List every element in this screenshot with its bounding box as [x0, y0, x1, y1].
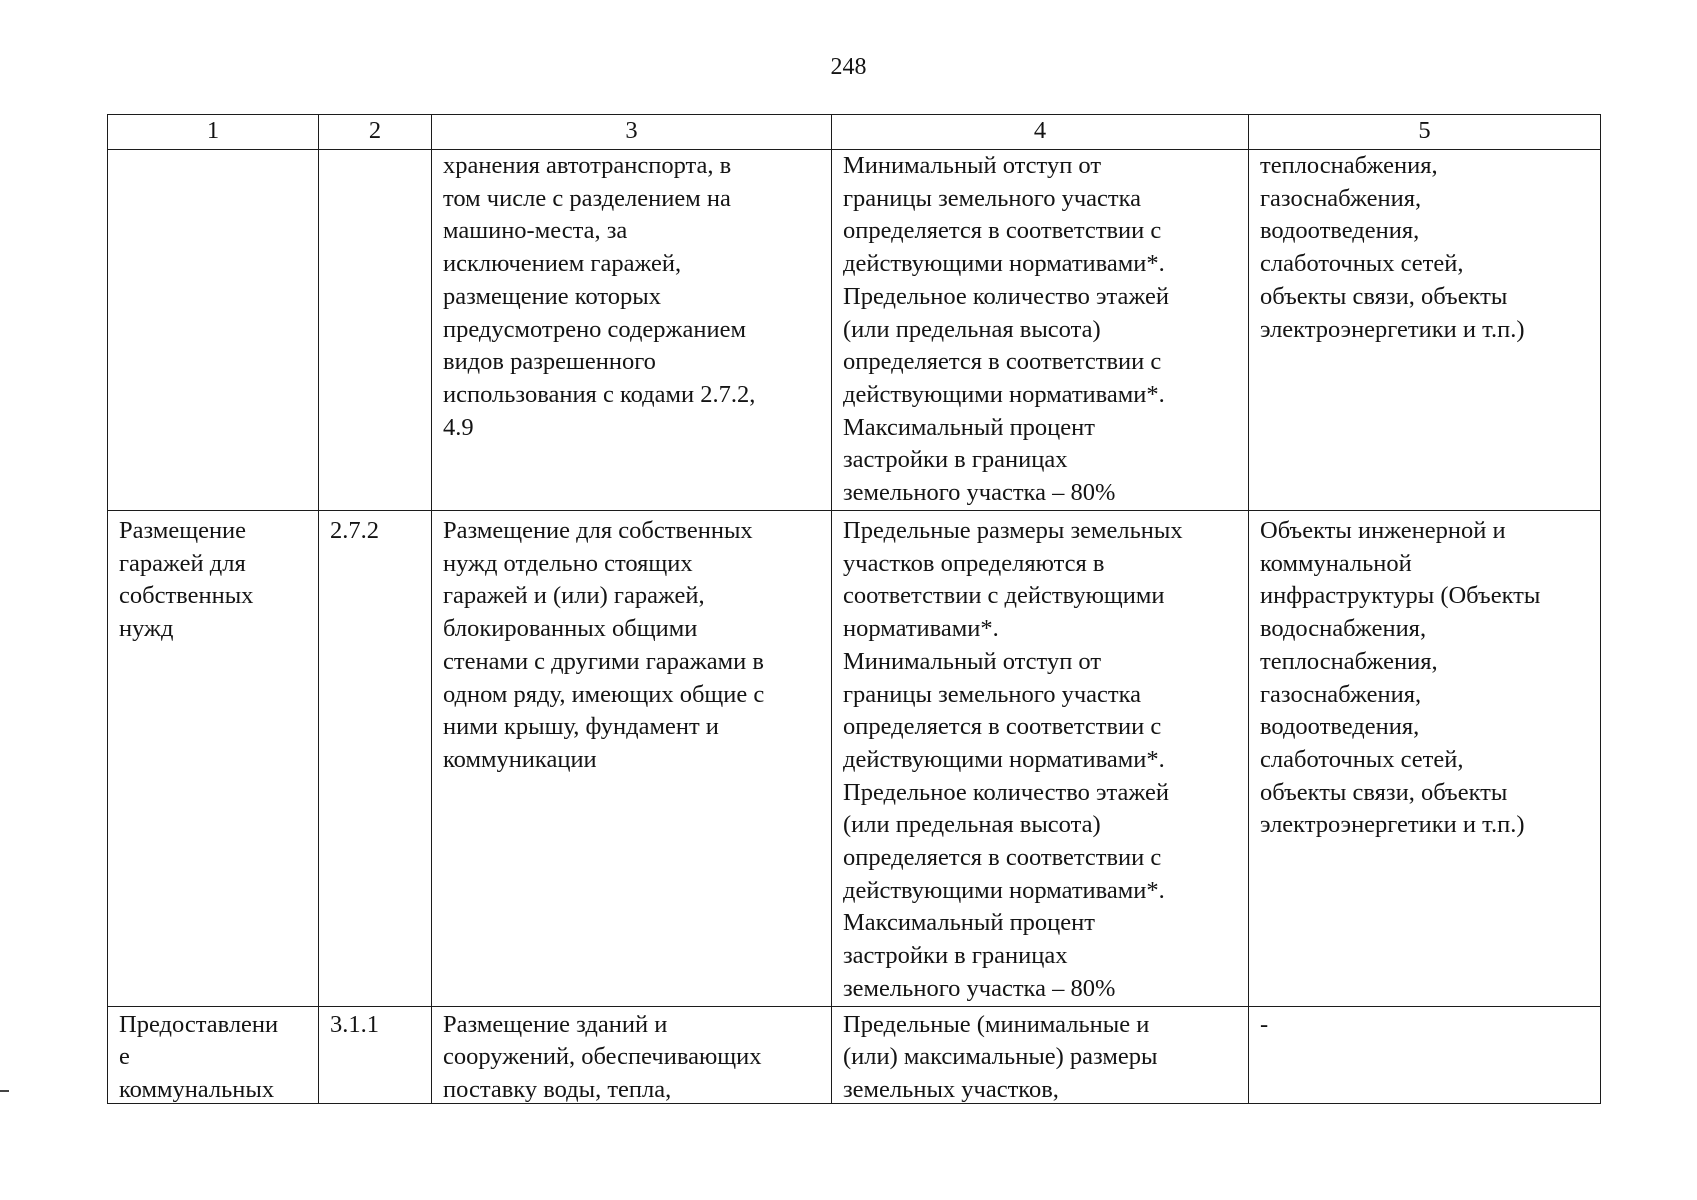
- column-header-3: 3: [432, 115, 832, 150]
- auxiliary-text: теплоснабжения, газоснабжения, водоотведения, слаботочных сетей, объекты связи, объекты электроэнергетики и т.п.): [1260, 152, 1525, 343]
- cell-use-description: [432, 1006, 832, 1103]
- cell-use-description: [432, 150, 832, 511]
- cell-parameters: [832, 150, 1249, 511]
- use-code-text: 3.1.1: [330, 1010, 379, 1038]
- auxiliary-text: -: [1260, 1010, 1269, 1038]
- column-header-4: 4: [832, 115, 1249, 150]
- table-header-row: [108, 115, 1601, 150]
- cell-auxiliary: [1249, 150, 1601, 511]
- column-header-5: 5: [1249, 115, 1601, 150]
- parameters-text: Предельные (минимальные и (или) максимальные) размеры земельных участков,: [843, 1010, 1158, 1103]
- land-use-table: [107, 114, 1601, 1104]
- cell-use-code: [319, 150, 432, 511]
- cell-use-description: [432, 511, 832, 1007]
- cell-auxiliary: [1249, 511, 1601, 1007]
- margin-mark: [0, 1090, 9, 1092]
- use-description-text: Размещение зданий и сооружений, обеспечивающих поставку воды, тепла,: [443, 1010, 762, 1103]
- use-name-text: Предоставлени е коммунальных: [119, 1010, 279, 1103]
- table-row: [108, 150, 1601, 511]
- table-row: [108, 511, 1601, 1007]
- column-header-1: 1: [108, 115, 319, 150]
- use-description-text: Размещение для собственных нужд отдельно стоящих гаражей и (или) гаражей, блокированных общими стенами с другими гаражами в одном ряду, имеющих общие с ними крышу, фундамент и коммуникации: [443, 517, 765, 773]
- page-number: 248: [830, 54, 867, 80]
- auxiliary-text: Объекты инженерной и коммунальной инфраструктуры (Объекты водоснабжения, теплоснабжения, газоснабжения, водоотведения, слаботочных сетей, объекты связи, объекты электроэнергетики и т.п.): [1260, 517, 1541, 839]
- column-header-2: 2: [319, 115, 432, 150]
- cell-auxiliary: [1249, 1006, 1601, 1103]
- cell-use-name: [108, 150, 319, 511]
- parameters-text: Предельные размеры земельных участков определяются в соответствии с действующими нормативами*. Минимальный отступ от границы земельного участка определяется в соответствии с действующими нормативами*. Предельное количество этажей (или предельная высота) определяется в соответствии с действующими нормативами*. Максимальный процент застройки в границах земельного участка – 80%: [843, 517, 1183, 1002]
- cell-parameters: [832, 511, 1249, 1007]
- parameters-text: Минимальный отступ от границы земельного участка определяется в соответствии с действующими нормативами*. Предельное количество этажей (или предельная высота) определяется в соответствии с действующими нормативами*. Максимальный процент застройки в границах земельного участка – 80%: [843, 152, 1169, 507]
- use-code-text: 2.7.2: [330, 517, 379, 544]
- cell-use-code: [319, 1006, 432, 1103]
- cell-parameters: [832, 1006, 1249, 1103]
- cell-use-name: [108, 511, 319, 1007]
- cell-use-name: [108, 1006, 319, 1103]
- cell-use-code: [319, 511, 432, 1007]
- table-row: [108, 1006, 1601, 1103]
- use-description-text: хранения автотранспорта, в том числе с разделением на машино-места, за исключением гаражей, размещение которых предусмотрено содержанием видов разрешенного использования с кодами 2.7.2, 4.9: [443, 152, 756, 441]
- use-name-text: Размещение гаражей для собственных нужд: [119, 517, 254, 643]
